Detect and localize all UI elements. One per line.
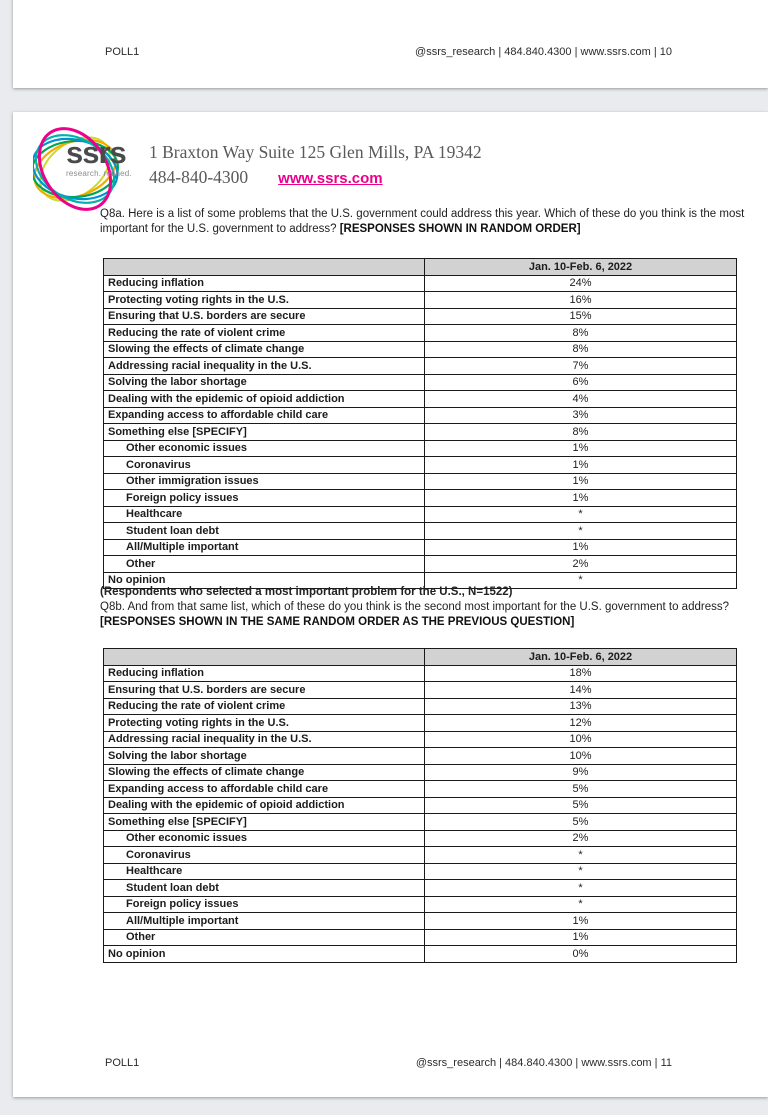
question-q8b [100,600,745,629]
row-label-cell: Other [104,929,425,946]
website-link[interactable]: www.ssrs.com [278,170,383,187]
table-row [104,896,737,913]
row-value-cell: 7% [425,358,737,375]
row-value-cell: * [425,896,737,913]
q8a-results-table [103,258,737,589]
logo-name: ssrs [66,135,126,170]
row-value-cell: 1% [425,457,737,474]
question-q8a-instruction: [RESPONSES SHOWN IN RANDOM ORDER] [339,222,581,235]
row-label-cell: Other [104,556,425,573]
row-value-cell: 16% [425,292,737,309]
row-value-cell: 6% [425,374,737,391]
row-label-cell: Reducing inflation [104,665,425,682]
row-label-cell: Reducing the rate of violent crime [104,698,425,715]
row-value-cell: 2% [425,830,737,847]
table-row [104,358,737,375]
row-label-cell: Slowing the effects of climate change [104,764,425,781]
footer-doc-label: POLL1 [105,46,140,58]
table-row [104,731,737,748]
table-row [104,490,737,507]
row-value-cell: 8% [425,424,737,441]
table-row [104,880,737,897]
table-row [104,913,737,930]
phone-number: 484-840-4300 [149,167,249,187]
table-row [104,863,737,880]
row-value-cell: 4% [425,391,737,408]
table-row [104,946,737,963]
row-value-cell: 10% [425,748,737,765]
row-label-cell: Reducing inflation [104,275,425,292]
row-value-cell: 1% [425,490,737,507]
row-label-cell: Protecting voting rights in the U.S. [104,715,425,732]
row-value-cell: 2% [425,556,737,573]
row-value-cell: 1% [425,473,737,490]
row-value-cell: 5% [425,797,737,814]
row-label-cell: Expanding access to affordable child care [104,781,425,798]
table-row [104,715,737,732]
row-value-cell: 1% [425,929,737,946]
row-label-cell: Other immigration issues [104,473,425,490]
footer-doc-label: POLL1 [105,1057,140,1069]
table-row [104,440,737,457]
header-date-cell: Jan. 10-Feb. 6, 2022 [425,259,737,276]
row-value-cell: 1% [425,539,737,556]
row-label-cell: Protecting voting rights in the U.S. [104,292,425,309]
row-label-cell: Addressing racial inequality in the U.S. [104,731,425,748]
row-value-cell: 12% [425,715,737,732]
row-value-cell: 15% [425,308,737,325]
row-value-cell: * [425,572,737,589]
page-11-sheet [13,112,768,1097]
table-row [104,523,737,540]
table-row [104,391,737,408]
row-value-cell: 1% [425,913,737,930]
row-label-cell: Something else [SPECIFY] [104,814,425,831]
table-row [104,292,737,309]
row-label-cell: Reducing the rate of violent crime [104,325,425,342]
row-value-cell: 8% [425,341,737,358]
table-row [104,325,737,342]
row-value-cell: * [425,506,737,523]
question-q8b-text: Q8b. And from that same list, which of these do you think is the second most important for the U.S. government to address? [100,601,729,613]
table-row [104,847,737,864]
page-11-footer [105,1057,672,1069]
row-label-cell: Ensuring that U.S. borders are secure [104,308,425,325]
respondents-note: (Respondents who selected a most important problem for the U.S., N=1522) [100,586,513,598]
row-value-cell: 9% [425,764,737,781]
table-row [104,275,737,292]
page-10-sheet [13,0,768,88]
row-label-cell: Dealing with the epidemic of opioid addiction [104,797,425,814]
row-label-cell: Something else [SPECIFY] [104,424,425,441]
footer-contact-info: @ssrs_research | 484.840.4300 | www.ssrs.com | 10 [415,46,672,58]
header-date-cell: Jan. 10-Feb. 6, 2022 [425,649,737,666]
row-label-cell: Solving the labor shortage [104,748,425,765]
row-label-cell: Solving the labor shortage [104,374,425,391]
table-row [104,473,737,490]
row-value-cell: 0% [425,946,737,963]
table-row [104,506,737,523]
row-label-cell: All/Multiple important [104,539,425,556]
table-row [104,539,737,556]
table-row [104,665,737,682]
header-blank-cell [104,649,425,666]
row-label-cell: No opinion [104,946,425,963]
page-10-footer [105,46,672,58]
header-blank-cell [104,259,425,276]
table-row [104,797,737,814]
table-row [104,830,737,847]
row-value-cell: * [425,863,737,880]
table-row [104,374,737,391]
address-line: 1 Braxton Way Suite 125 Glen Mills, PA 19342 [149,142,482,162]
row-value-cell: 3% [425,407,737,424]
row-label-cell: Addressing racial inequality in the U.S. [104,358,425,375]
question-q8a-text: Q8a. Here is a list of some problems that the U.S. government could address this year. Which of these do you think is the most important for the U.S. government to address? [100,208,745,235]
row-value-cell: * [425,847,737,864]
logo-wordmark [66,137,132,178]
row-value-cell: 10% [425,731,737,748]
company-address-block [149,140,482,191]
table-header-row [104,649,737,666]
table-row [104,781,737,798]
row-value-cell: 14% [425,682,737,699]
row-label-cell: Foreign policy issues [104,896,425,913]
row-value-cell: 18% [425,665,737,682]
table-row [104,748,737,765]
row-label-cell: Slowing the effects of climate change [104,341,425,358]
table-row [104,308,737,325]
row-label-cell: Coronavirus [104,847,425,864]
row-label-cell: Other economic issues [104,830,425,847]
row-value-cell: * [425,880,737,897]
row-label-cell: No opinion [104,572,425,589]
footer-contact-info: @ssrs_research | 484.840.4300 | www.ssrs.com | 11 [415,1057,672,1069]
row-value-cell: 24% [425,275,737,292]
question-q8b-instruction: [RESPONSES SHOWN IN THE SAME RANDOM ORDER AS THE PREVIOUS QUESTION] [100,615,575,628]
table-row [104,682,737,699]
row-label-cell: Dealing with the epidemic of opioid addiction [104,391,425,408]
row-value-cell: 5% [425,781,737,798]
logo-tagline: research. refined. [66,169,132,178]
table-header-row [104,259,737,276]
row-label-cell: Foreign policy issues [104,490,425,507]
row-value-cell: 8% [425,325,737,342]
row-value-cell: 1% [425,440,737,457]
row-value-cell: 5% [425,814,737,831]
row-label-cell: Expanding access to affordable child care [104,407,425,424]
row-label-cell: Other economic issues [104,440,425,457]
row-label-cell: Student loan debt [104,880,425,897]
table-row [104,698,737,715]
row-label-cell: Student loan debt [104,523,425,540]
table-row [104,556,737,573]
row-label-cell: Healthcare [104,506,425,523]
row-value-cell: 13% [425,698,737,715]
table-row [104,929,737,946]
row-value-cell: * [425,523,737,540]
row-label-cell: Healthcare [104,863,425,880]
q8b-results-table [103,648,737,963]
table-row [104,407,737,424]
table-row [104,764,737,781]
table-row [104,814,737,831]
table-row [104,457,737,474]
question-q8a [100,207,745,236]
ssrs-logo [33,122,151,216]
table-row [104,341,737,358]
row-label-cell: Ensuring that U.S. borders are secure [104,682,425,699]
row-label-cell: All/Multiple important [104,913,425,930]
table-row [104,424,737,441]
row-label-cell: Coronavirus [104,457,425,474]
